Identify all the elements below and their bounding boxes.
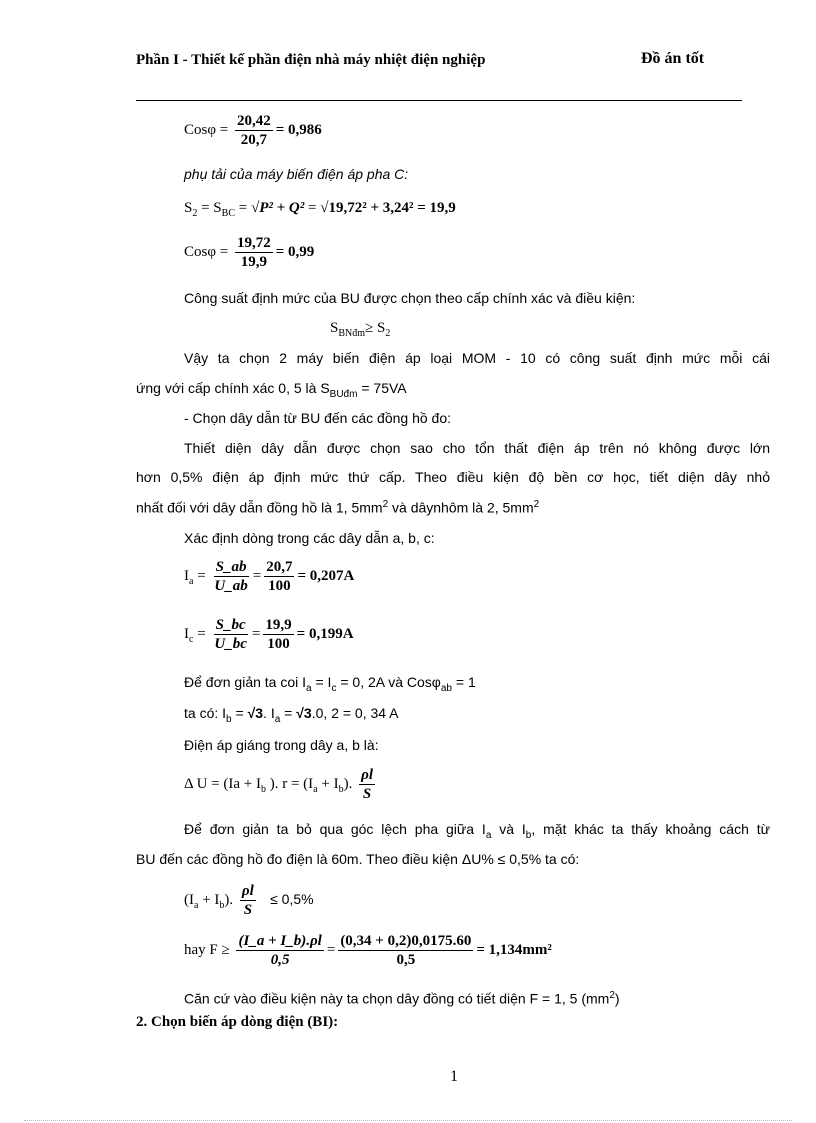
current-text: Xác định dòng trong các dây dẫn a, b, c:	[184, 530, 435, 546]
load-phase-c: phụ tải của máy biến điện áp pha C:	[184, 166, 409, 182]
ignore-line-2: BU đến các đồng hồ đo điện là 60m. Theo điều kiện ΔU% ≤ 0,5% ta có:	[136, 851, 580, 867]
header-left: Phần I - Thiết kế phần điện nhà máy nhiệt điện nghiệp	[136, 52, 486, 68]
page-bottom-rule	[24, 1120, 792, 1121]
section-line-1: Thiết diện dây dẫn được chọn sao cho tổn thất điện áp trên nó không được lớn	[184, 440, 770, 456]
simplify-text: Để đơn giản ta coi $I_a = I_c = 0$, 2A và Cosφ$_{ab}$ = 1	[184, 674, 476, 694]
section-line-3: nhất đối với dây dẫn đồng hồ là 1, $5mm^2$ và dâynhôm là 2, $5mm^2$	[136, 499, 540, 516]
du-formula: Δ $U = (Ia + I_b$ ). $r = (I_a + I_b)$. $\frac{\rho l}{S}$	[184, 767, 373, 802]
wire-selection: - Chọn dây dẫn từ BU đến các đồng hồ đo:	[184, 410, 451, 426]
ignore-line-1: Để đơn giản ta bỏ qua góc lệch pha giữa $I_a$ và $I_b$, mặt khác ta thấy khoảng cách từ	[184, 821, 770, 841]
page-number: 1	[450, 1068, 458, 1085]
ic-formula: $I_c$ = $\frac{S\_bc}{U\_bc}$ = $\frac{19,9}{100}$ = 0,199A	[184, 617, 354, 652]
choose-line-1: Vậy ta chọn 2 máy biến điện áp loại MOM - 10 có công suất định mức mỗi cái	[184, 350, 770, 366]
section-heading: 2. Chọn biến áp dòng điện (BI):	[136, 1014, 339, 1030]
ia-formula: $I_a$ = $\frac{S\_ab}{U\_ab}$ = $\frac{20,7}{100}$ = 0,207A	[184, 559, 355, 594]
cos-formula-1: Cosφ = $\frac{20,42}{20,7}$ = 0,986	[184, 113, 322, 148]
condition-formula: $S_{BNđm}\ge S_2$	[330, 320, 391, 339]
header-right: Đồ án tốt	[641, 50, 705, 67]
header-rule	[136, 100, 742, 101]
drop-text: Điện áp giáng trong dây a, b là:	[184, 737, 379, 753]
cos-formula-2: Cosφ = $\frac{19,72}{19,9}$ = 0,99	[184, 235, 315, 270]
f-formula: hay F ≥ $\frac{(I\_a + I\_b).\rho l}{0,5}$ = $\frac{(0,34 + 0,2)0,0175.60}{0,5}$ = 1,134mm²	[184, 933, 552, 968]
section-line-2: hơn 0,5% điện áp định mức thứ cấp. Theo điều kiện độ bền cơ học, tiết diện dây nhỏ	[136, 469, 770, 485]
ib-formula: ta có: $I_b = √3$. $I_a = √3.0$, 2 = 0, 34 A	[184, 705, 399, 725]
s2-formula: $S_2 = S_{BC} = √P^2 + Q^2 = √19,72^2 + 3,24^2 = 19,9$	[184, 200, 456, 219]
inequality-formula: $(I_a + I_b)$. $\frac{\rho l}{S}$ ≤ 0,5%	[184, 883, 314, 918]
choose-line-2: ứng với cấp chính xác 0, 5 là $S_{BUđm} = 75VA$	[136, 380, 407, 400]
rated-power-text: Công suất định mức của BU được chọn theo cấp chính xác và điều kiện:	[184, 290, 636, 306]
result-text: Căn cứ vào điều kiện này ta chọn dây đồng có tiết diện F = 1, 5 $(mm^2)$	[184, 990, 620, 1007]
